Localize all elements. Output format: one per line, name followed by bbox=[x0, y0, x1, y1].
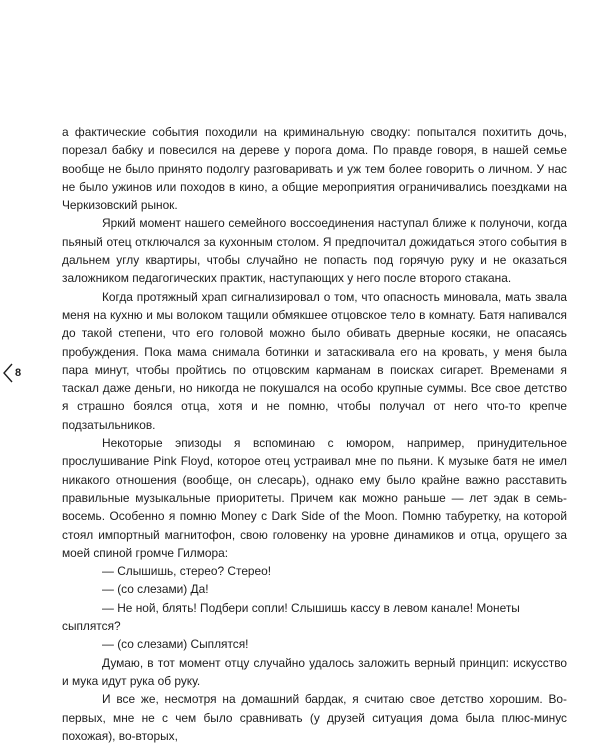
page-marker bbox=[2, 362, 21, 384]
paragraph: Думаю, в тот момент отцу случайно удалось заложить верный принцип: искусство и мука идут рука об руку. bbox=[62, 655, 567, 688]
paragraph: а фактические события походили на криминальную сводку: попытался похитить дочь, порезал бабку и повесился на дереве у порога дома. По правде говоря, в нашей семье вообще не было принято подолгу разговаривать и уж тем более говорить о личном. У нас не было ужинов или походов в кино, а общие мероприятия ограничивались поездками на Черкизовский рынок. bbox=[62, 125, 567, 213]
page-body bbox=[62, 123, 567, 745]
paragraph: И все же, несмотря на домашний бардак, я считаю свое детство хорошим. Во-первых, мне не с чем было сравнивать (у друзей ситуация дома была плюс-минус похожая), во-вторых, bbox=[62, 692, 567, 743]
paragraph: Некоторые эпизоды я вспоминаю с юмором, например, принудительное прослушивание Pink Floyd, которое отец устраивал мне по пьяни. К музыке батя не имел никакого отношения (вообще, он слесарь), однако ему было крайне важно расставить правильные музыкальные приоритеты. Причем как можно раньше — лет эдак в семь-восемь. Особенно я помню Money с Dark Side of the Moon. Помню табуретку, на которой стоял импортный магнитофон, свою головенку на уровне динамиков и отца, орущего за моей спиной громче Гилмора: bbox=[62, 436, 567, 560]
chevron-left-icon bbox=[2, 362, 14, 384]
page-number: 8 bbox=[15, 367, 22, 379]
paragraph: Яркий момент нашего семейного воссоединения наступал ближе к полуночи, когда пьяный отец отключался за кухонным столом. Я предпочитал дожидаться этого события в дальнем углу квартиры, чтобы случайно не попасть под горячую руку и не оказаться заложником педагогических практик, наступающих у него после второго стакана. bbox=[62, 216, 567, 286]
dialogue-line: — Слышишь, стерео? Стерео! bbox=[102, 564, 272, 579]
paragraph: Когда протяжный храп сигнализировал о том, что опасность миновала, мать звала меня на кухню и мы волоком тащили обмякшее отцовское тело в комнату. Батя напивался до такой степени, что его головой можно было обивать дверные косяки, не опасаясь пробуждения. Пока мама снимала ботинки и затаскивала его на кровать, у меня была пара минут, чтобы пройтись по отцовским карманам в поисках сигарет. Временами я таскал даже деньги, но никогда не покушался на особо крупные суммы. Все свое детство я страшно боялся отца, хотя и не помню, чтобы получал от него что-то крепче подзатыльников. bbox=[62, 289, 567, 432]
dialogue-line: — (со слезами) Да! bbox=[102, 582, 209, 597]
dialogue-line: — Не ной, блять! Подбери сопли! Слышишь кассу в левом канале! Монеты сыплятся? bbox=[62, 600, 520, 634]
dialogue-line: — (со слезами) Сыплятся! bbox=[102, 637, 249, 652]
